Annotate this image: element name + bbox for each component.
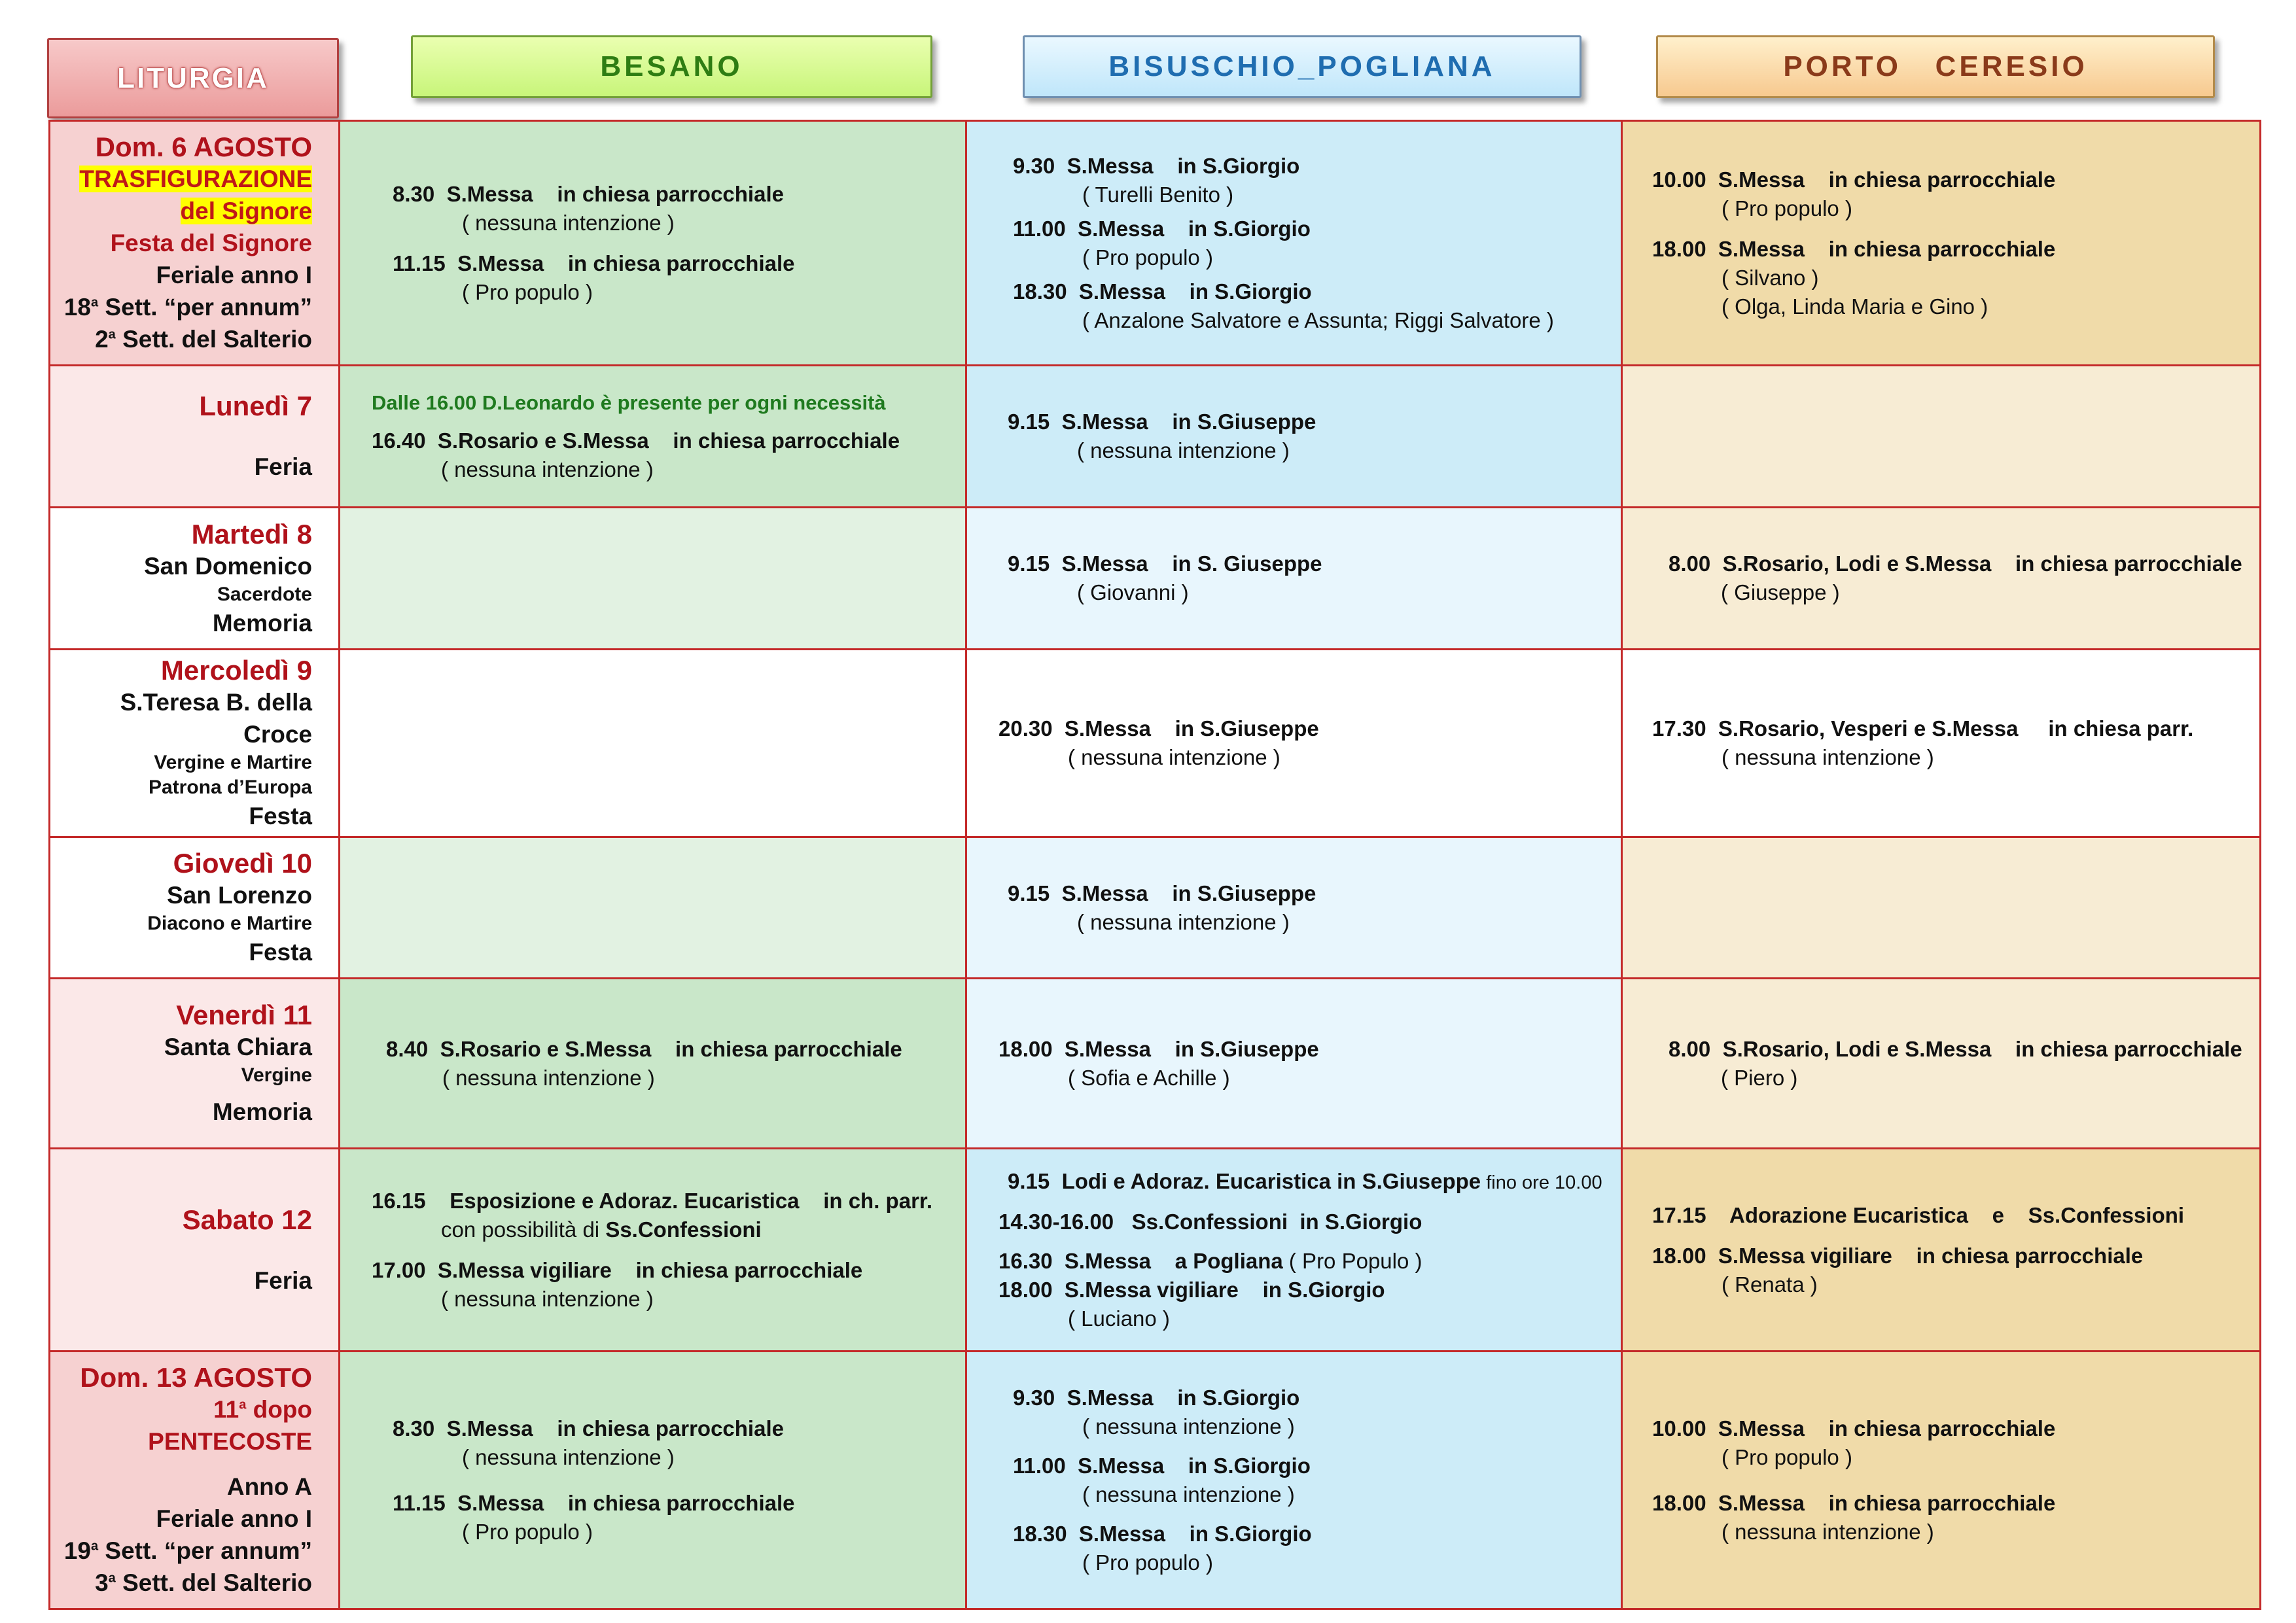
liturgy-line: 19$^a$ Sett. “per annum” <box>63 1537 312 1564</box>
mass-entry: 18.00 S.Messa vigiliare in chiesa parrocchiale ( Renata ) <box>1652 1243 2144 1297</box>
header-besano: BESANO <box>411 35 932 98</box>
mass-entry: 17.15 Adorazione Eucaristica e Ss.Confessioni <box>1652 1202 2185 1227</box>
mass-entry: 10.00 S.Messa in chiesa parrocchiale ( Pro populo ) <box>1652 1416 2056 1469</box>
table-row <box>50 650 2261 837</box>
mass-entry: 10.00 S.Messa in chiesa parrocchiale ( Pro populo ) <box>1652 167 2056 220</box>
mass-entry: 11.00 S.Messa in S.Giorgio ( nessuna intenzione ) <box>1013 1453 1311 1507</box>
mass-entry: 18.30 S.Messa in S.Giorgio ( Pro populo ) <box>1013 1521 1312 1575</box>
header-liturgia: LITURGIA <box>47 38 339 118</box>
feast-label: TRASFIGURAZIONE <box>79 166 312 192</box>
mass-entry: 11.15 S.Messa in chiesa parrocchiale ( Pro populo ) <box>393 1490 795 1544</box>
mass-entry: 16.30 S.Messa a Pogliana ( Pro Populo ) 18.00 S.Messa vigiliare in S.Giorgio ( Luciano ) <box>998 1248 1422 1331</box>
liturgy-line: Anno A <box>226 1473 312 1500</box>
day-label: Mercoledì 9 <box>160 655 312 686</box>
mass-entry: 18.00 S.Messa in chiesa parrocchiale ( Silvano ) ( Olga, Linda Maria e Gino ) <box>1652 236 2056 319</box>
header-porto-ceresio: PORTO CERESIO <box>1656 35 2215 98</box>
mass-entry: 8.30 S.Messa in chiesa parrocchiale ( nessuna intenzione ) <box>393 181 784 235</box>
day-label: Sabato 12 <box>182 1204 312 1235</box>
liturgy-line: Vergine e Martire <box>154 752 312 773</box>
mass-entry: 14.30-16.00 Ss.Confessioni in S.Giorgio <box>998 1209 1422 1234</box>
porto-cell <box>1622 508 2261 650</box>
besano-cell <box>340 650 966 837</box>
bisuschio-cell <box>966 1352 1622 1609</box>
porto-cell <box>1622 837 2261 979</box>
besano-cell <box>340 979 966 1149</box>
bisuschio-cell <box>966 979 1622 1149</box>
liturgy-line: Santa Chiara <box>164 1034 312 1060</box>
liturgy-line: S.Teresa B. della Croce <box>120 689 312 748</box>
bisuschio-cell <box>966 366 1622 508</box>
liturgy-line: Sacerdote <box>217 583 312 605</box>
day-label: Venerdì 11 <box>176 1000 312 1030</box>
liturgy-cell <box>50 508 340 650</box>
table-row <box>50 837 2261 979</box>
day-label: Dom. 13 AGOSTO <box>80 1362 312 1393</box>
table-row <box>50 979 2261 1149</box>
mass-entry: 20.30 S.Messa in S.Giuseppe ( nessuna intenzione ) <box>998 716 1319 769</box>
liturgy-line: 3$^a$ Sett. del Salterio <box>95 1569 312 1596</box>
mass-entry: 18.00 S.Messa in chiesa parrocchiale ( nessuna intenzione ) <box>1652 1490 2056 1544</box>
day-label: Martedì 8 <box>191 518 312 550</box>
mass-entry: 11.15 S.Messa in chiesa parrocchiale ( Pro populo ) <box>393 251 795 304</box>
liturgy-line: 18$^a$ Sett. “per annum” <box>63 294 312 321</box>
liturgy-line: San Domenico <box>144 552 312 580</box>
porto-cell <box>1622 1352 2261 1609</box>
liturgy-cell <box>50 979 340 1149</box>
schedule-table <box>48 120 2261 1610</box>
liturgy-line: San Lorenzo <box>166 882 312 909</box>
table-row <box>50 121 2261 366</box>
liturgy-line: Memoria <box>212 609 312 637</box>
mass-entry: 9.15 S.Messa in S. Giuseppe ( Giovanni ) <box>1008 551 1322 604</box>
table-row <box>50 366 2261 508</box>
bisuschio-cell <box>966 121 1622 366</box>
liturgy-line: Festa <box>249 939 312 966</box>
liturgy-cell <box>50 1352 340 1609</box>
mass-entry: 9.15 Lodi e Adoraz. Eucaristica in S.Giuseppe fino ore 10.00 <box>1008 1168 1602 1193</box>
mass-entry: 9.15 S.Messa in S.Giuseppe ( nessuna intenzione ) <box>1008 881 1316 934</box>
mass-entry: 17.00 S.Messa vigiliare in chiesa parrocchiale ( nessuna intenzione ) <box>372 1257 863 1311</box>
bisuschio-cell <box>966 1149 1622 1352</box>
bisuschio-cell <box>966 837 1622 979</box>
liturgy-cell <box>50 121 340 366</box>
porto-cell <box>1622 366 2261 508</box>
feast-type: Festa del Signore <box>110 230 312 256</box>
besano-cell <box>340 121 966 366</box>
mass-entry: 16.15 Esposizione e Adoraz. Eucaristica in ch. parr. con possibilità di Ss.Confessioni <box>372 1188 933 1242</box>
feast-label: del Signore <box>180 198 312 224</box>
porto-cell <box>1622 121 2261 366</box>
mass-entry: 8.00 S.Rosario, Lodi e S.Messa in chiesa parrocchiale ( Piero ) <box>1669 1036 2242 1090</box>
besano-cell <box>340 1149 966 1352</box>
header-bisuschio-pogliana: BISUSCHIO_POGLIANA <box>1023 35 1581 98</box>
liturgy-line: Diacono e Martire <box>147 913 312 934</box>
mass-entry: 9.30 S.Messa in S.Giorgio ( Turelli Benito ) <box>1013 153 1300 207</box>
liturgy-line: Feriale anno I <box>156 262 312 288</box>
mass-entry: 18.00 S.Messa in S.Giuseppe ( Sofia e Achille ) <box>998 1036 1319 1090</box>
besano-note: Dalle 16.00 D.Leonardo è presente per ogni necessità <box>372 391 886 414</box>
liturgy-cell <box>50 650 340 837</box>
table-row <box>50 1352 2261 1609</box>
liturgy-line: Feria <box>254 1266 312 1294</box>
liturgy-line: 2$^a$ Sett. del Salterio <box>95 326 312 353</box>
mass-entry: 9.30 S.Messa in S.Giorgio ( nessuna intenzione ) <box>1013 1385 1300 1439</box>
mass-entry: 8.00 S.Rosario, Lodi e S.Messa in chiesa parrocchiale ( Giuseppe ) <box>1669 551 2242 604</box>
mass-entry: 8.40 S.Rosario e S.Messa in chiesa parrocchiale ( nessuna intenzione ) <box>386 1036 902 1090</box>
porto-cell <box>1622 1149 2261 1352</box>
table-row <box>50 1149 2261 1352</box>
liturgy-line: Feria <box>254 453 312 480</box>
mass-entry: 17.30 S.Rosario, Vesperi e S.Messa in chiesa parr. ( nessuna intenzione ) <box>1652 716 2194 769</box>
liturgy-line: Vergine <box>241 1064 312 1086</box>
besano-cell <box>340 1352 966 1609</box>
bisuschio-cell <box>966 650 1622 837</box>
besano-cell <box>340 508 966 650</box>
mass-entry: 18.30 S.Messa in S.Giorgio ( Anzalone Salvatore e Assunta; Riggi Salvatore ) <box>1013 279 1554 332</box>
mass-entry: 8.30 S.Messa in chiesa parrocchiale ( nessuna intenzione ) <box>393 1416 784 1469</box>
day-label: Lunedì 7 <box>199 391 312 421</box>
liturgy-line: Memoria <box>212 1098 312 1125</box>
mass-entry: 16.40 S.Rosario e S.Messa in chiesa parrocchiale ( nessuna intenzione ) <box>372 428 900 481</box>
liturgy-line: Feriale anno I <box>156 1505 312 1532</box>
mass-entry: 11.00 S.Messa in S.Giorgio ( Pro populo ) <box>1013 216 1311 270</box>
porto-cell <box>1622 650 2261 837</box>
porto-cell <box>1622 979 2261 1149</box>
day-label: Dom. 6 AGOSTO <box>95 131 312 162</box>
feast-label: 11$^a$ dopo PENTECOSTE <box>148 1396 312 1455</box>
day-label: Giovedì 10 <box>173 848 312 879</box>
table-row <box>50 508 2261 650</box>
liturgy-cell <box>50 1149 340 1352</box>
besano-cell <box>340 366 966 508</box>
liturgy-line: Festa <box>249 803 312 829</box>
liturgy-cell <box>50 366 340 508</box>
liturgy-line: Patrona d’Europa <box>148 777 312 798</box>
mass-entry: 9.15 S.Messa in S.Giuseppe ( nessuna intenzione ) <box>1008 410 1316 462</box>
liturgy-cell <box>50 837 340 979</box>
besano-cell <box>340 837 966 979</box>
bisuschio-cell <box>966 508 1622 650</box>
